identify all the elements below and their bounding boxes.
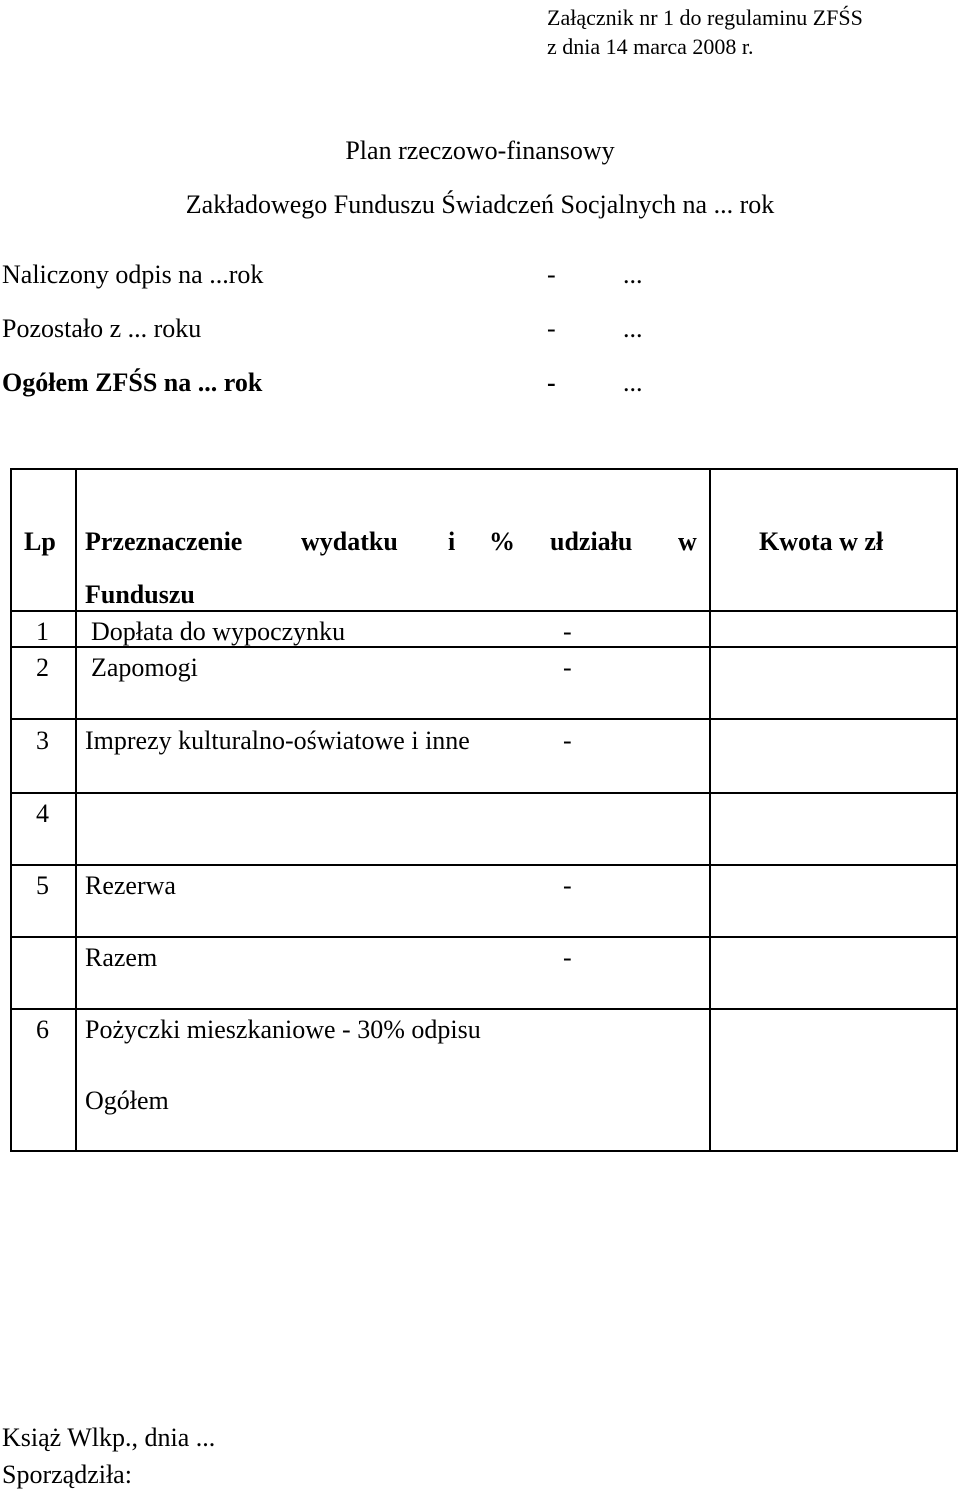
header-purpose-word: wydatku xyxy=(301,527,398,556)
row-label: Dopłata do wypoczynku xyxy=(91,617,346,646)
table-border-right xyxy=(956,468,958,1152)
table-row-divider xyxy=(10,1008,958,1010)
summary-value: ... xyxy=(623,260,643,289)
table-border-bottom xyxy=(10,1150,958,1152)
row-label: Zapomogi xyxy=(91,653,198,682)
summary-dash: - xyxy=(547,260,556,289)
document-title: Plan rzeczowo-finansowy xyxy=(345,136,615,165)
footer-prepared-by: Sporządziła: xyxy=(2,1460,132,1489)
header-purpose-word: i xyxy=(448,527,456,556)
header-purpose-word: Przeznaczenie xyxy=(85,527,243,556)
row-number: 1 xyxy=(36,617,49,646)
table-row-divider xyxy=(10,936,958,938)
row-dash: - xyxy=(563,726,572,755)
attachment-line-1: Załącznik nr 1 do regulaminu ZFŚS xyxy=(547,5,863,30)
footer-place-date: Książ Wlkp., dnia ... xyxy=(2,1423,216,1452)
row-dash: - xyxy=(563,871,572,900)
summary-value: ... xyxy=(623,368,643,397)
summary-dash: - xyxy=(547,368,556,397)
header-purpose-line2: Funduszu xyxy=(85,580,195,609)
budget-table xyxy=(10,468,958,1152)
row-dash: - xyxy=(563,943,572,972)
header-purpose-word: % xyxy=(489,527,515,556)
header-amount: Kwota w zł xyxy=(759,527,884,556)
row-number: 5 xyxy=(36,871,49,900)
row-number: 3 xyxy=(36,726,49,755)
row-number: 4 xyxy=(36,799,49,828)
document-subtitle: Zakładowego Funduszu Świadczeń Socjalnych na ... rok xyxy=(185,190,775,219)
header-purpose-word: udziału xyxy=(550,527,633,556)
header-lp: Lp xyxy=(24,527,56,556)
table-row-divider xyxy=(10,792,958,794)
table-border-left xyxy=(10,468,12,1152)
table-col-divider xyxy=(75,468,77,1152)
table-row-divider xyxy=(10,864,958,866)
row-label-grand-total: Ogółem xyxy=(85,1086,169,1115)
row-dash: - xyxy=(563,617,572,646)
row-label: Imprezy kulturalno-oświatowe i inne xyxy=(85,726,470,755)
row-number: 6 xyxy=(36,1015,49,1044)
summary-dash: - xyxy=(547,314,556,343)
attachment-line-2: z dnia 14 marca 2008 r. xyxy=(547,34,754,59)
table-col-divider xyxy=(709,468,711,1152)
summary-label-remaining: Pozostało z ... roku xyxy=(2,314,202,343)
summary-label-total: Ogółem ZFŚS na ... rok xyxy=(2,368,263,397)
summary-label-allowance: Naliczony odpis na ...rok xyxy=(2,260,264,289)
row-label: Rezerwa xyxy=(85,871,176,900)
summary-value: ... xyxy=(623,314,643,343)
row-label: Pożyczki mieszkaniowe - 30% odpisu xyxy=(85,1015,481,1044)
row-dash: - xyxy=(563,653,572,682)
row-label-subtotal: Razem xyxy=(85,943,158,972)
header-purpose-word: w xyxy=(678,527,697,556)
table-row-divider xyxy=(10,718,958,720)
table-border-top xyxy=(10,468,958,470)
row-number: 2 xyxy=(36,653,49,682)
